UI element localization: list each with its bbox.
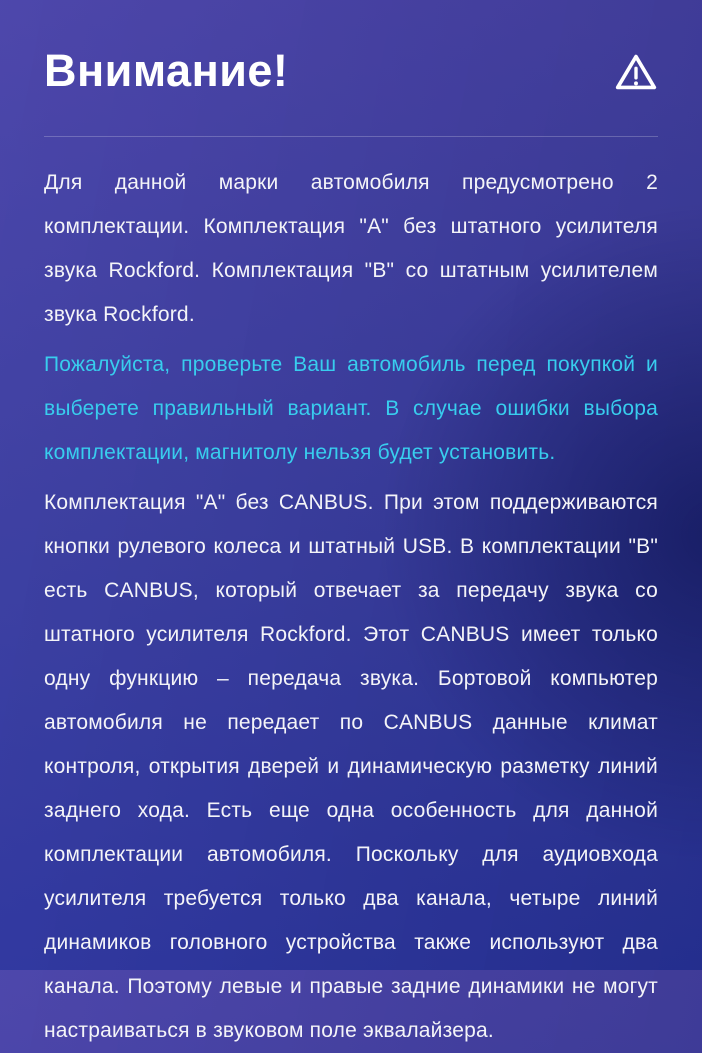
page-title: Внимание! [44,45,289,96]
warning-triangle-icon [614,49,658,93]
notice-text-block [44,161,658,1053]
paragraph-canbus-details: Комплектация "А" без CANBUS. При этом поддерживаются кнопки рулевого колеса и штатный USB. В комплектации "В" есть CANBUS, который отвечает за передачу звука со штатного усилителя Rockford. Этот CANBUS имеет только одну функцию – передача звука. Бортовой компьютер автомобиля не передает по CANBUS данные климат контроля, открытия дверей и динамическую разметку линий заднего хода. Есть еще одна особенность для данной комплектации автомобиля. Поскольку для аудиовхода усилителя требуется только два канала, четыре линий динамиков головного устройства также используют два канала. Поэтому левые и правые задние динамики не могут настраиваться в звуковом поле эквалайзера. [44,491,658,1042]
title-divider [44,136,658,137]
paragraph-check-before-purchase: Пожалуйста, проверьте Ваш автомобиль перед покупкой и выберете правильный вариант. В случае ошибки выбора комплектации, магнитолу нельзя будет установить. [44,353,658,464]
page-header [44,46,658,96]
paragraph-configurations: Для данной марки автомобиля предусмотрено 2 комплектации. Комплектация "А" без штатного усилителя звука Rockford. Комплектация "В" со штатным усилителем звука Rockford. [44,171,658,326]
